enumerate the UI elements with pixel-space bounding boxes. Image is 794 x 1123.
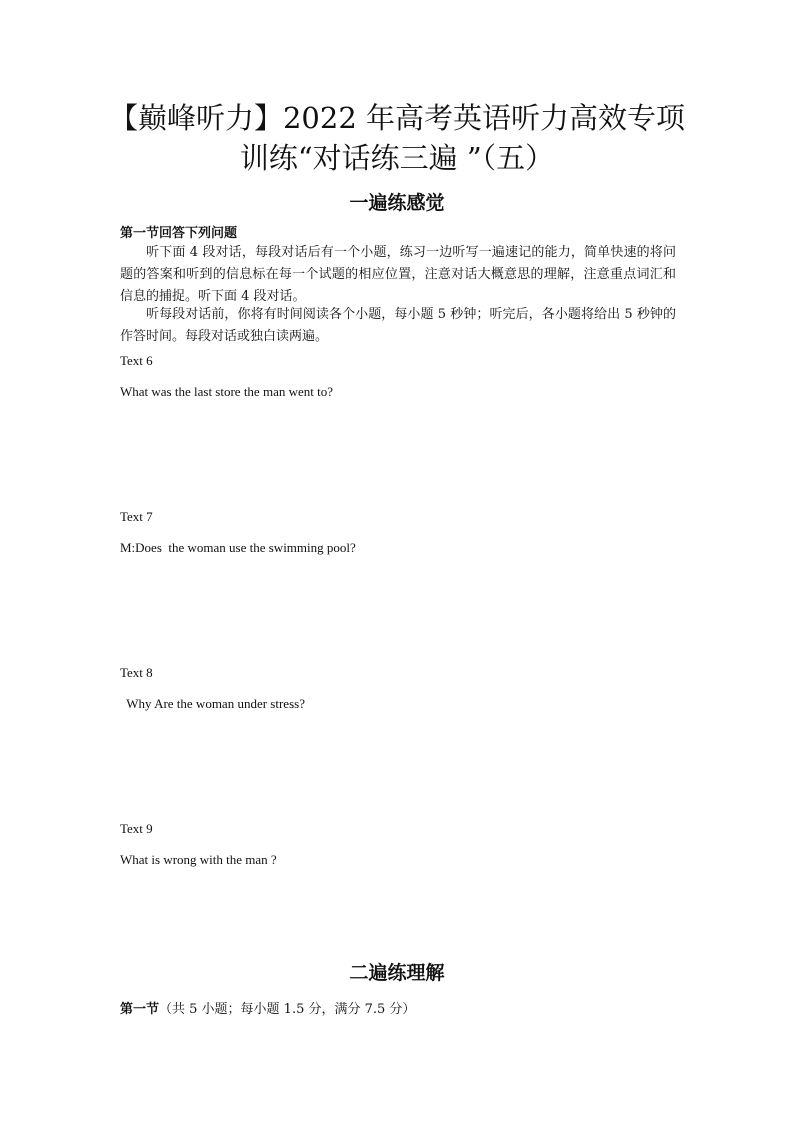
text-7-question: M:Does the woman use the swimming pool? bbox=[120, 540, 356, 555]
part2-section-line bbox=[120, 998, 415, 1017]
part2-heading: 二遍练理解 bbox=[349, 962, 445, 984]
document-title-line-1: 【巅峰听力】2022 年高考英语听力高效专项 bbox=[108, 101, 686, 135]
part2-section-label: 第一节 bbox=[120, 1002, 160, 1017]
text-9-question: What is wrong with the man ? bbox=[120, 852, 277, 867]
instructions-paragraph-2: 听每段对话前，你将有时间阅读各个小题，每小题 5 秒钟；听完后，各小题将给出 5 秒钟的作答时间。每段对话或独白读两遍。 bbox=[120, 307, 676, 344]
text-6-question: What was the last store the man went to? bbox=[120, 384, 333, 399]
part1-subheading: 第一节回答下列问题 bbox=[120, 226, 238, 241]
instructions-paragraph-1: 听下面 4 段对话，每段对话后有一个小题，练习一边听写一遍速记的能力，简单快速的将问题的答案和听到的信息标在每一个试题的相应位置，注意对话大概意思的理解，注意重点词汇和信息的捕捉。听下面 4 段对话。 bbox=[120, 245, 676, 304]
text-8-label: Text 8 bbox=[120, 665, 153, 680]
text-9-label: Text 9 bbox=[120, 821, 153, 836]
text-7-label: Text 7 bbox=[120, 509, 153, 524]
document-title-line-2: 训练“对话练三遍 ”（五） bbox=[239, 141, 555, 175]
text-6-label: Text 6 bbox=[120, 353, 153, 368]
part2-section-note: （共 5 小题；每小题 1.5 分，满分 7.5 分） bbox=[159, 1002, 416, 1017]
part1-heading: 一遍练感觉 bbox=[349, 192, 445, 214]
text-8-question: Why Are the woman under stress? bbox=[120, 696, 305, 711]
